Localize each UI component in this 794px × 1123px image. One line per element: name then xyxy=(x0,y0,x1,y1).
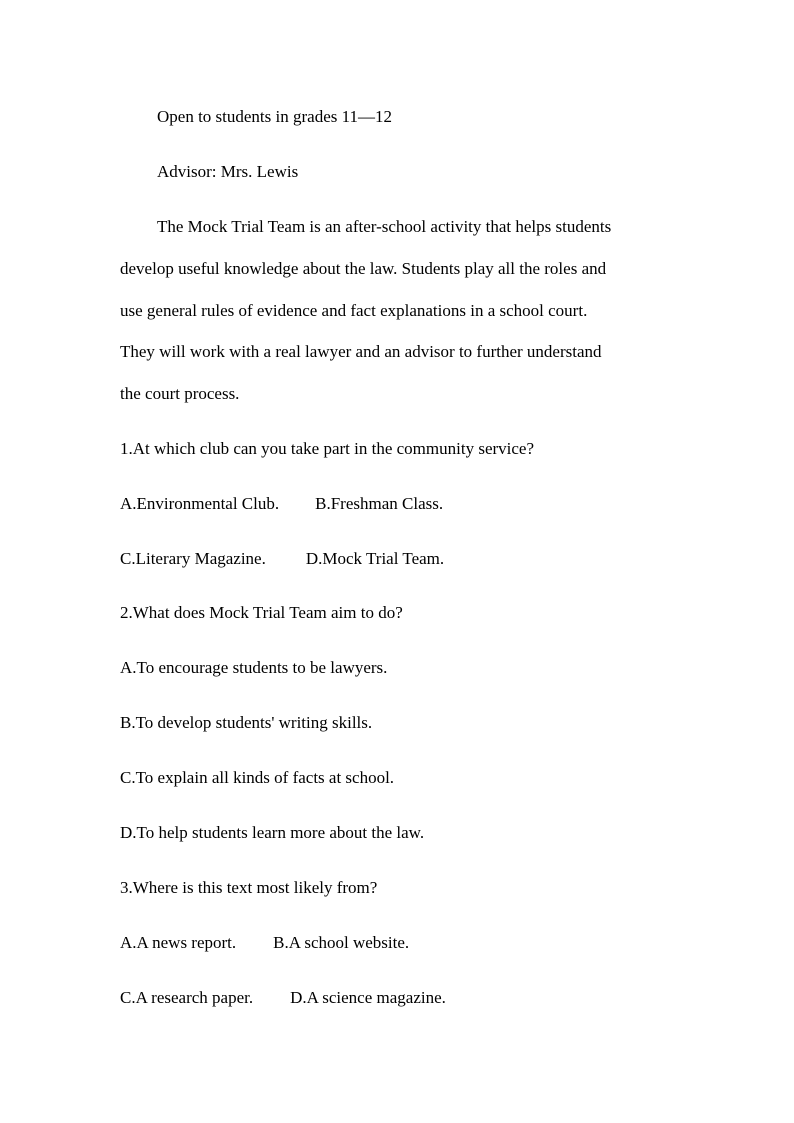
question-stem: 2.What does Mock Trial Team aim to do? xyxy=(120,603,403,622)
option-a: A.To encourage students to be lawyers. xyxy=(120,658,388,677)
advisor-line: Advisor: Mrs. Lewis xyxy=(157,162,299,181)
passage-line: use general rules of evidence and fact explanations in a school court. xyxy=(120,301,588,320)
option-b: B.A school website. xyxy=(273,933,410,952)
option-b: B.To develop students' writing skills. xyxy=(120,713,373,732)
option-a: A.Environmental Club. xyxy=(120,494,280,513)
option-c: C.To explain all kinds of facts at school. xyxy=(120,768,395,787)
passage-line: develop useful knowledge about the law. Students play all the roles and xyxy=(120,259,607,278)
passage-line: the court process. xyxy=(120,384,240,403)
option-row xyxy=(120,549,444,569)
option-c: C.A research paper. xyxy=(120,988,254,1007)
option-row xyxy=(120,494,443,514)
question-stem: 1.At which club can you take part in the community service? xyxy=(120,439,535,458)
passage-line: They will work with a real lawyer and an advisor to further understand xyxy=(120,342,602,361)
passage-line: The Mock Trial Team is an after-school activity that helps students xyxy=(157,217,612,236)
eligibility-line: Open to students in grades 11—12 xyxy=(157,107,392,126)
option-c: C.Literary Magazine. xyxy=(120,549,266,568)
option-row xyxy=(120,933,409,953)
option-b: B.Freshman Class. xyxy=(315,494,444,513)
option-d: D.A science magazine. xyxy=(290,988,446,1007)
question-stem: 3.Where is this text most likely from? xyxy=(120,878,378,897)
option-a: A.A news report. xyxy=(120,933,237,952)
option-d: D.Mock Trial Team. xyxy=(305,549,445,568)
option-row xyxy=(120,988,446,1008)
option-d: D.To help students learn more about the law. xyxy=(120,823,425,842)
